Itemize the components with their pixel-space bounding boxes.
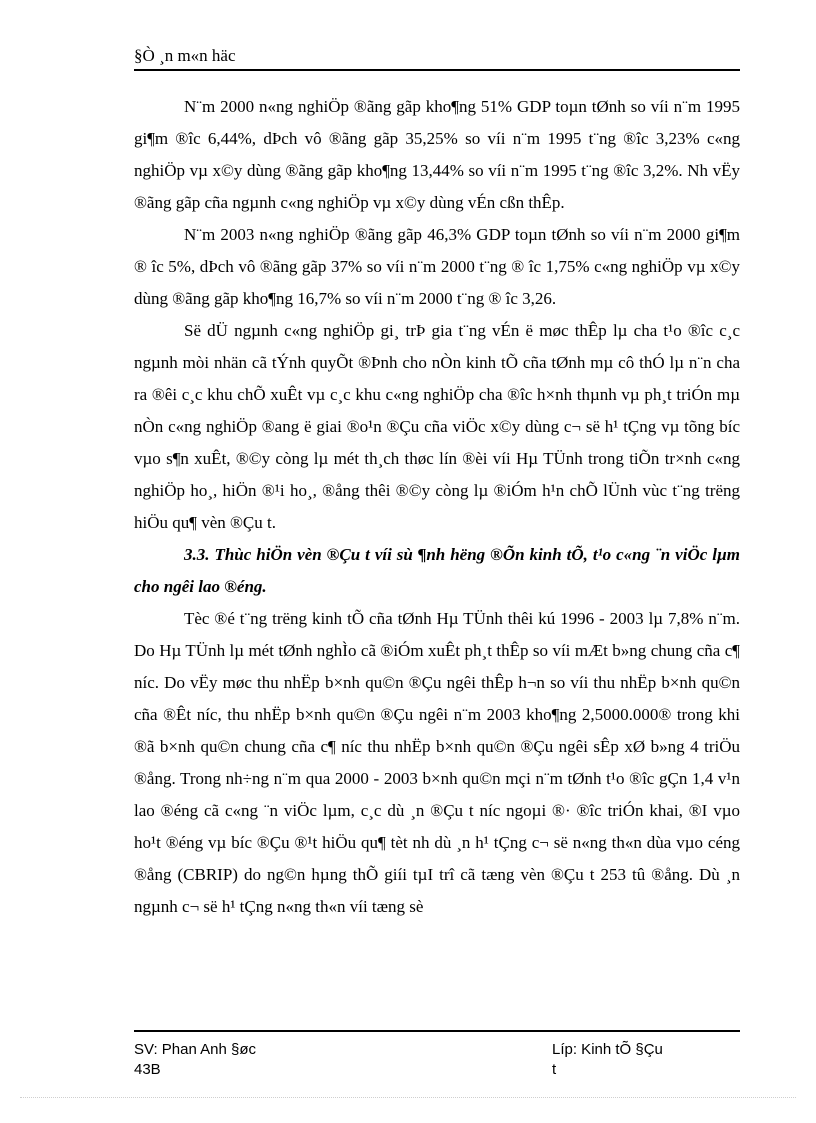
section-heading: 3.3. Thùc hiÖn vèn ®Çu t víi sù ¶nh hëng ®Õn kinh tÕ, t¹o c«ng ¨n viÖc lµm cho ngêi lao ®éng. [134,545,740,596]
footer-student [134,1040,256,1080]
page-bottom-dotted-line [20,1097,796,1098]
footer-student-class-code: 43B [134,1061,161,1078]
footer-divider [134,1030,740,1032]
footer-student-name: SV: Phan Anh §øc [134,1041,257,1058]
footer-class: Líp: Kinh tÕ §Çu t [552,1041,663,1078]
page-header-title: §Ò ¸n m«n häc [134,46,236,65]
paragraph-1: N¨m 2000 n«ng nghiÖp ®ãng gãp kho¶ng 51% GDP toµn tØnh so víi n¨m 1995 gi¶m ®îc 6,44%, dÞch vô ®ãng gãp 35,25% so víi n¨m 1995 t¨ng ®îc 3,23% c«ng nghiÖp vµ x©y dùng ®ãng gãp kho¶ng 13,44% so víi n¨m 1995 t¨ng ®îc 3,2%. Nh vËy ®ãng gãp cña ngµnh c«ng nghiÖp vµ x©y dùng vÉn cßn thÊp. [134,97,740,212]
document-body [134,91,740,923]
paragraph-4: Tèc ®é t¨ng trëng kinh tÕ cña tØnh Hµ TÜnh thêi kú 1996 - 2003 lµ 7,8% n¨m. Do Hµ TÜnh lµ mét tØnh nghÌo cã ®iÓm xuÊt ph¸t thÊp so víi mÆt b»ng chung cña c¶ níc. Do vËy møc thu nhËp b×nh qu©n ®Çu ngêi thÊp h¬n so víi thu nhËp b×nh qu©n cña ®Êt níc, thu nhËp b×nh qu©n ®Çu ngêi n¨m 2003 kho¶ng 2,5000.000® trong khi ®ã b×nh qu©n chung cña c¶ níc thu nhËp b×nh qu©n ®Çu ngêi sÊp xØ b»ng 4 triÖu ®ång. Trong nh÷ng n¨m qua 2000 - 2003 b×nh qu©n mçi n¨m tØnh t¹o ®îc gÇn 1,4 v¹n lao ®éng cã c«ng ¨n viÖc lµm, c¸c dù ¸n ®Çu t níc ngoµi ®· ®îc triÓn khai, ®I vµo ho¹t ®éng vµ bíc ®Çu ®¹t hiÖu qu¶ tèt nh dù ¸n h¹ tÇng c¬ së n«ng th«n dùa vµo céng ®ång (CBRIP) do ng©n hµng thÕ giíi tµI trî cã tæng vèn ®Çu t 253 tû ®ång. Dù ¸n ngµnh c¬ së h¹ tÇng n«ng th«n víi tæng sè [134,609,740,916]
paragraph-2: N¨m 2003 n«ng nghiÖp ®ãng gãp 46,3% GDP toµn tØnh so víi n¨m 2000 gi¶m ® îc 5%, dÞch vô ®ãng gãp 37% so víi n¨m 2000 t¨ng ® îc 1,75% c«ng nghiÖp vµ x©y dùng ®ãng gãp kho¶ng 16,7% so víi n¨m 2000 t¨ng ® îc 3,26. [134,225,740,308]
header-divider [134,69,740,71]
paragraph-3: Së dÜ ngµnh c«ng nghiÖp gi¸ trÞ gia t¨ng vÉn ë møc thÊp lµ cha t¹o ®îc c¸c ngµnh mòi nhän cã tÝnh quyÕt ®Þnh cho nÒn kinh tÕ cña tØnh mµ cô thÓ lµ n¨n cha ra ®êi c¸c khu chÕ xuÊt vµ c¸c khu c«ng nghiÖp cha ®îc h×nh thµnh vµ ph¸t triÓn mµ nÒn c«ng nghiÖp ®ang ë giai ®o¹n ®Çu cña viÖc x©y dùng c¬ së h¹ tÇng vµ tõng bíc vµo s¶n xuÊt, ®©y còng lµ mét th¸ch thøc lín ®èi víi Hµ TÜnh trong tiÕn tr×nh c«ng nghiÖp ho¸, hiÖn ®¹i ho¸, ®ång thêi ®©y còng lµ ®iÓm h¹n chÕ lÜnh vùc t¨ng trëng hiÖu qu¶ vèn ®Çu t. [134,321,740,532]
